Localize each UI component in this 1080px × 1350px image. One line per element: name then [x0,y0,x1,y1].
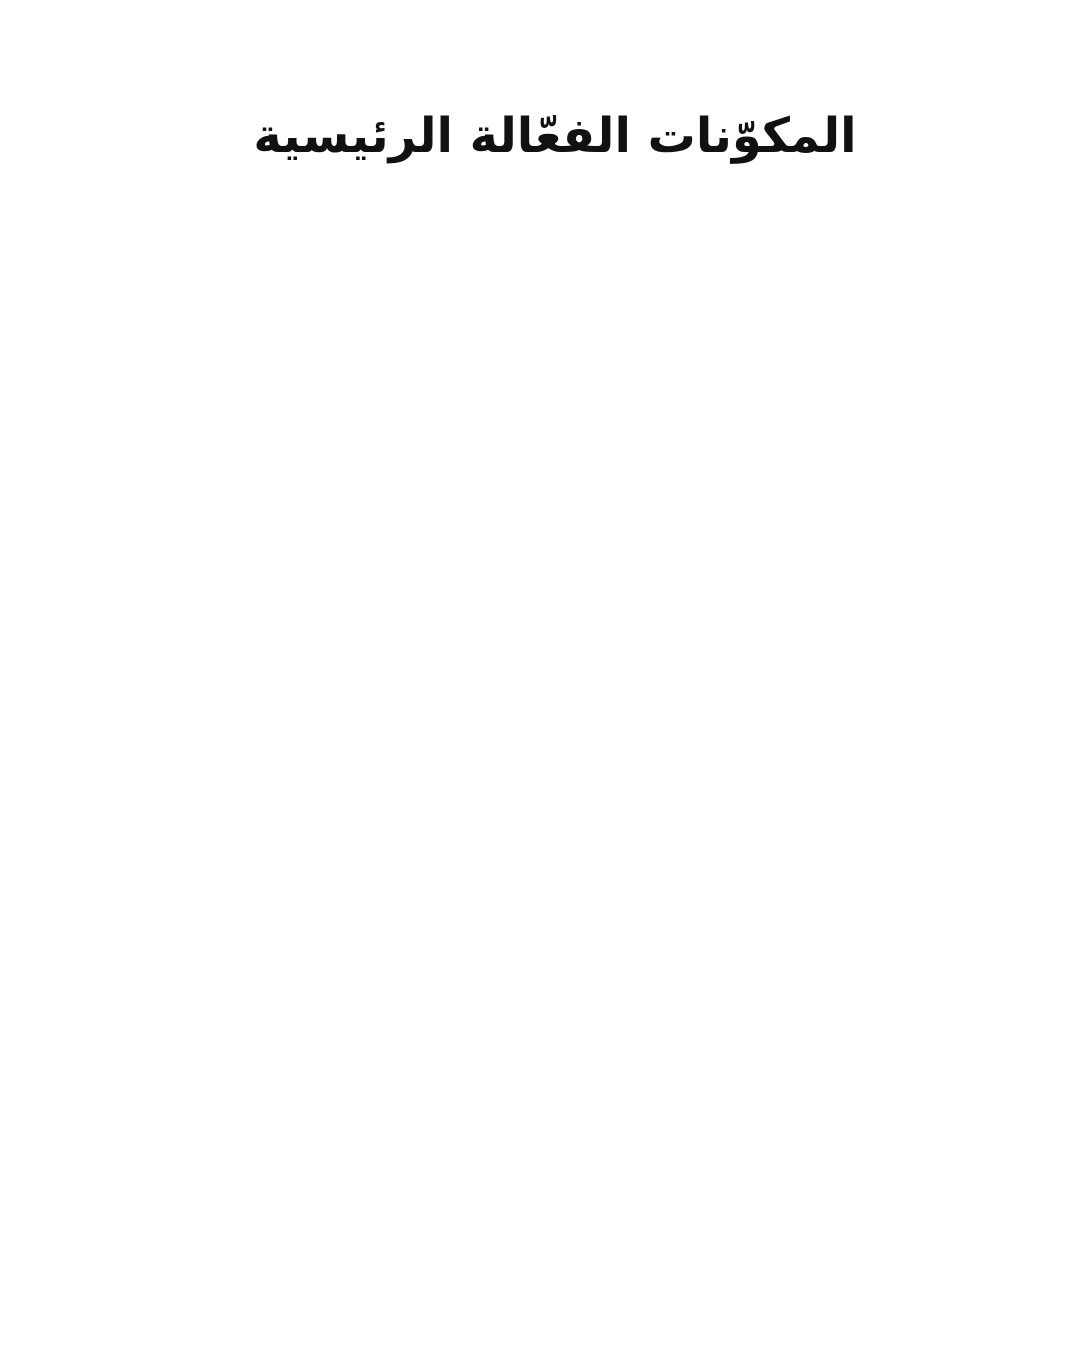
page-title: المكوّنات الفعّالة الرئيسية [253,108,857,164]
